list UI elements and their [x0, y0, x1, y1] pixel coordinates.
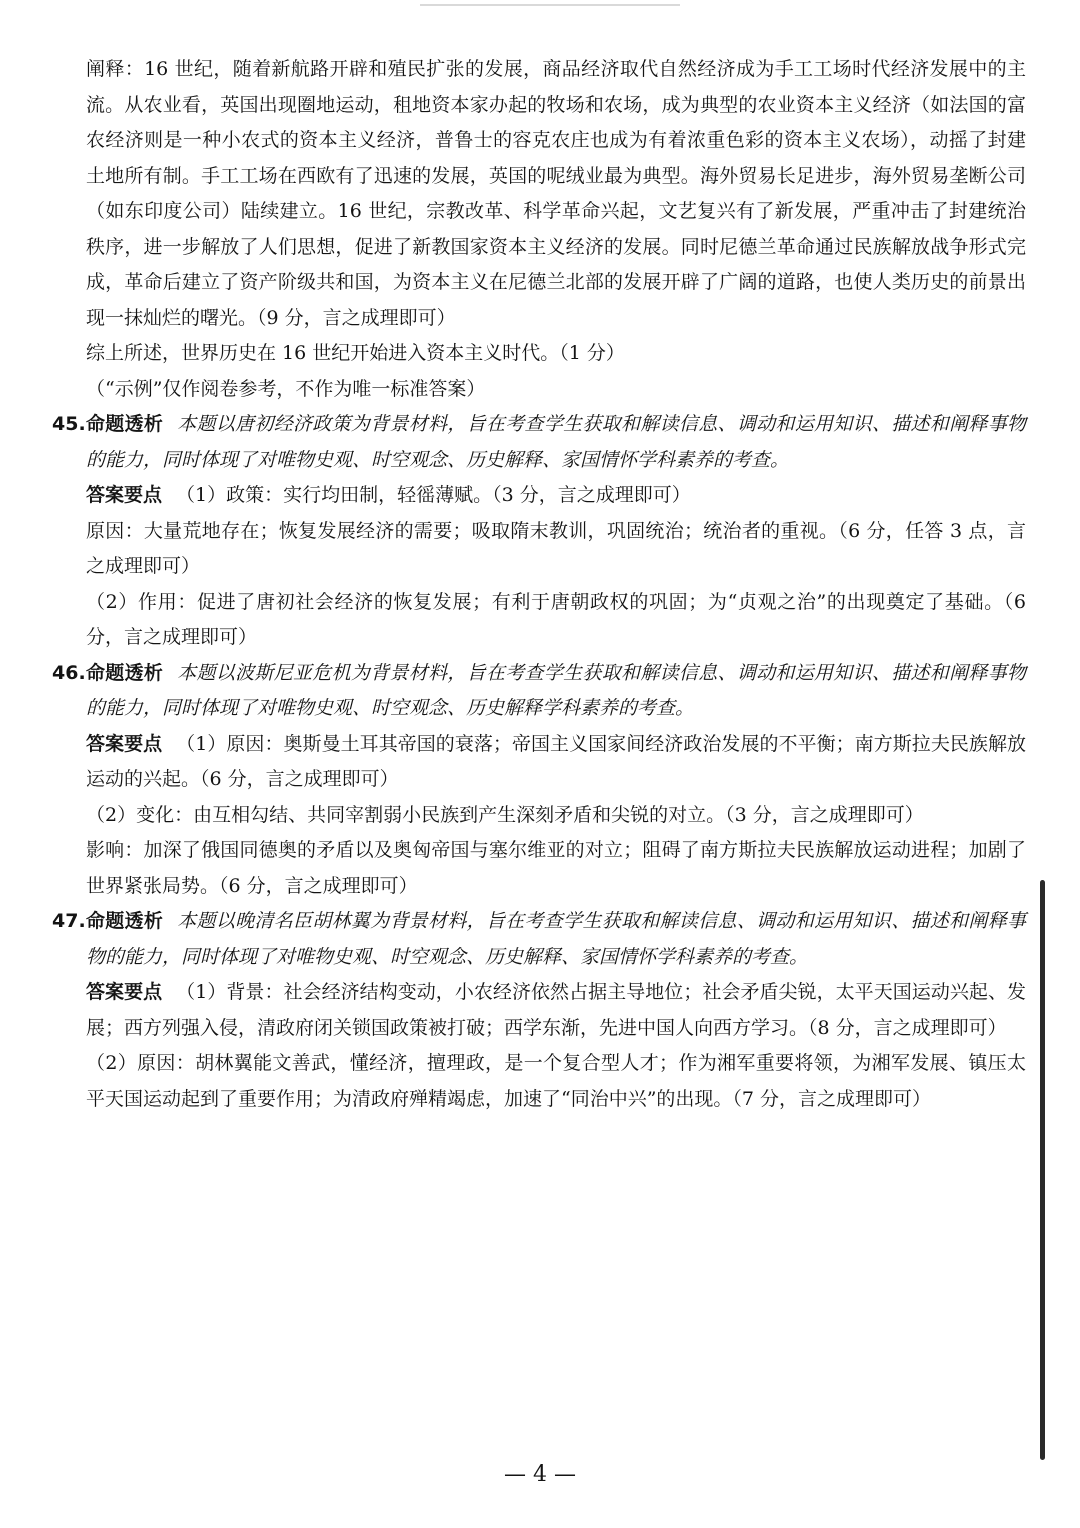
- q45-intro-text: 本题以唐初经济政策为背景材料，旨在考查学生获取和解读信息、调动和运用知识、描述和阐释事物的能力，同时体现了对唯物史观、时空观念、历史解释、家国情怀学科素养的考查。: [86, 413, 1026, 471]
- q46-answer-1-text: （1）原因：奥斯曼土耳其帝国的衰落；帝国主义国家间经济政治发展的不平衡；南方斯拉夫民族解放运动的兴起。（6 分，言之成理即可）: [86, 732, 1026, 790]
- q44-note: （“示例”仅作阅卷参考，不作为唯一标准答案）: [86, 377, 486, 400]
- q46-number: 46.: [52, 661, 86, 684]
- answer-content: [52, 52, 1026, 1117]
- q47-number: 47.: [52, 910, 86, 932]
- q46-answer-2: （2）变化：由互相勾结、共同宰割弱小民族到产生深刻矛盾和尖锐的对立。（3 分，言之成理即可）: [86, 803, 924, 826]
- scrollbar-thumb[interactable]: [1040, 880, 1045, 1460]
- q47-intro-label: 命题透析: [86, 910, 164, 932]
- q44-summary: 综上所述，世界历史在 16 世纪开始进入资本主义时代。（1 分）: [86, 342, 625, 364]
- q46-intro-label: 命题透析: [86, 661, 164, 684]
- q46-intro-paragraph: [86, 656, 1026, 727]
- q45-answer-1: [86, 478, 1026, 514]
- q47-answer-1-text: （1）背景：社会经济结构变动，小农经济依然占据主导地位；社会矛盾尖锐，太平天国运动兴起、发展；西方列强入侵，清政府闭关锁国政策被打破；西学东渐，先进中国人向西方学习。（8 分，言之成理即可）: [86, 981, 1026, 1039]
- top-rule: [420, 4, 680, 6]
- question-45: [52, 407, 1026, 656]
- q45-answer-1-text: （1）政策：实行均田制，轻徭薄赋。（3 分，言之成理即可）: [176, 484, 691, 506]
- q47-answer-2: （2）原因：胡林翼能文善武，懂经济，擅理政，是一个复合型人才；作为湘军重要将领，为湘军发展、镇压太平天国运动起到了重要作用；为清政府殚精竭虑，加速了“同治中兴”的出现。（7 分，言之成理即可）: [86, 1052, 1026, 1110]
- q46-answer-label: 答案要点: [86, 732, 163, 755]
- q45-intro-paragraph: [86, 407, 1026, 478]
- q47-answer-label: 答案要点: [86, 981, 163, 1003]
- q45-answer-2: 原因：大量荒地存在；恢复发展经济的需要；吸取隋末教训，巩固统治；统治者的重视。（6 分，任答 3 点，言之成理即可）: [86, 519, 1026, 577]
- q45-answer-label: 答案要点: [86, 484, 163, 506]
- q45-intro-label: 命题透析: [86, 413, 164, 435]
- q47-intro-text: 本题以晚清名臣胡林翼为背景材料，旨在考查学生获取和解读信息、调动和运用知识、描述和阐释事物的能力，同时体现了对唯物史观、时空观念、历史解释、家国情怀学科素养的考查。: [86, 910, 1026, 968]
- section-44-tail: [86, 52, 1026, 407]
- q46-answer-1: [86, 727, 1026, 798]
- q45-answer-3: （2）作用：促进了唐初社会经济的恢复发展；有利于唐朝政权的巩固；为“贞观之治”的出现奠定了基础。（6 分，言之成理即可）: [86, 590, 1026, 648]
- q47-answer-1: [86, 975, 1026, 1046]
- question-47: [52, 904, 1026, 1117]
- q44-explanation: 阐释：16 世纪，随着新航路开辟和殖民扩张的发展，商品经济取代自然经济成为手工工场时代经济发展中的主流。从农业看，英国出现圈地运动，租地资本家办起的牧场和农场，成为典型的农业资本主义经济（如法国的富农经济则是一种小农式的资本主义经济，普鲁士的容克农庄也成为有着浓重色彩的资本主义农场），动摇了封建土地所有制。手工工场在西欧有了迅速的发展，英国的呢绒业最为典型。海外贸易长足进步，海外贸易垄断公司（如东印度公司）陆续建立。16 世纪，宗教改革、科学革命兴起，文艺复兴有了新发展，严重冲击了封建统治秩序，进一步解放了人们思想，促进了新教国家资本主义经济的发展。同时尼德兰革命通过民族解放战争形式完成，革命后建立了资产阶级共和国，为资本主义在尼德兰北部的发展开辟了广阔的道路，也使人类历史的前景出现一抹灿烂的曙光。（9 分，言之成理即可）: [86, 58, 1026, 329]
- q46-intro-text: 本题以波斯尼亚危机为背景材料，旨在考查学生获取和解读信息、调动和运用知识、描述和阐释事物的能力，同时体现了对唯物史观、时空观念、历史解释学科素养的考查。: [86, 661, 1026, 719]
- page-number: — 4 —: [504, 1462, 576, 1487]
- question-46: [52, 656, 1026, 905]
- q47-intro-paragraph: [86, 904, 1026, 975]
- q46-answer-3: 影响：加深了俄国同德奥的矛盾以及奥匈帝国与塞尔维亚的对立；阻碍了南方斯拉夫民族解放运动进程；加剧了世界紧张局势。（6 分，言之成理即可）: [86, 839, 1026, 897]
- q45-number: 45.: [52, 413, 86, 435]
